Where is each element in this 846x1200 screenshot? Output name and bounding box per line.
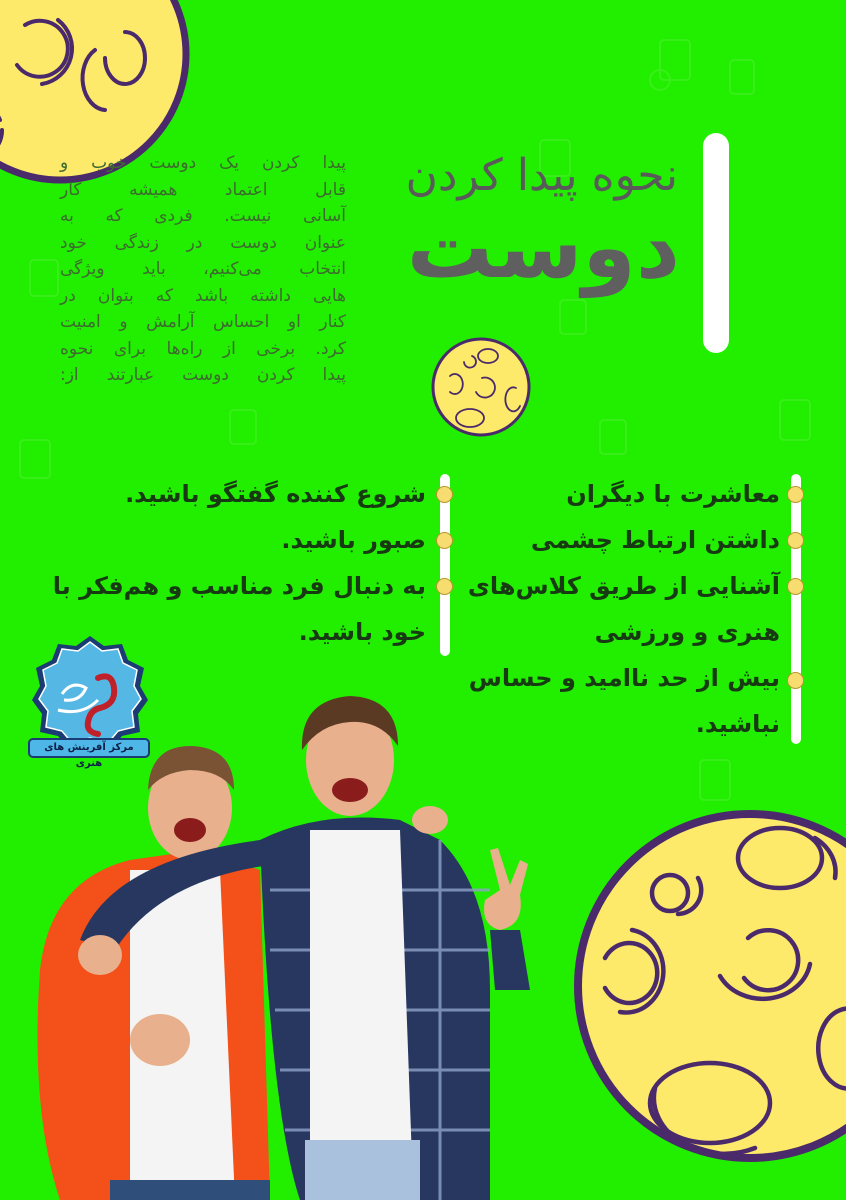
friends-photo	[20, 690, 560, 1200]
intro-paragraph	[60, 150, 346, 389]
moon-bullet-icon	[787, 532, 804, 549]
list-left	[52, 471, 434, 655]
moon-bullet-icon	[436, 578, 453, 595]
intro-line: کرد. برخی از راه‌ها برای نحوه	[60, 338, 346, 359]
list-item	[448, 517, 788, 563]
intro-line: پیدا کردن یک دوست خوب و	[60, 153, 346, 173]
list-item-text: نباشید.	[695, 710, 780, 738]
intro-line: انتخاب می‌کنیم، باید ویژگی	[60, 259, 346, 279]
list-item	[94, 517, 434, 563]
moon-bullet-icon	[787, 672, 804, 689]
intro-line: عنوان دوست در زندگی خود	[60, 232, 346, 253]
list-item	[448, 471, 788, 517]
title-small: نحوه پیدا کردن	[405, 150, 678, 201]
list-item	[448, 563, 788, 655]
intro-line: پیدا کردن دوست عبارتند از:	[60, 365, 346, 385]
intro-line: هایی داشته باشد که بتوان در	[60, 285, 346, 306]
list-item-text: به دنبال فرد مناسب و هم‌فکر با	[52, 572, 426, 600]
list-item-text: بیش از حد ناامید و حساس	[468, 664, 780, 692]
list-item-text: خود باشید.	[298, 618, 426, 646]
list-right-bar	[791, 474, 801, 744]
title-accent-bar	[703, 133, 729, 353]
moon-bullet-icon	[436, 532, 453, 549]
list-item-text: آشنایی از طریق کلاس‌های	[467, 572, 780, 600]
moon-bottom-right-icon	[570, 808, 846, 1164]
title-big: دوست	[406, 198, 680, 298]
intro-line: کنار او احساس آرامش و امنیت	[60, 312, 346, 332]
moon-bullet-icon	[436, 486, 453, 503]
moon-bullet-icon	[787, 486, 804, 503]
moon-middle-icon	[430, 336, 532, 438]
list-item	[94, 471, 434, 517]
list-item-text: صبور باشید.	[281, 526, 426, 554]
list-item-text: هنری و ورزشی	[594, 618, 780, 646]
list-item-text: داشتن ارتباط چشمی	[530, 526, 780, 554]
moon-bullet-icon	[787, 578, 804, 595]
intro-line: آسانی نیست. فردی که به	[60, 206, 346, 226]
logo-caption: مرکز آفرینش های هنری	[28, 738, 150, 758]
list-item-text: شروع کننده گفتگو باشید.	[125, 480, 426, 508]
list-item-text: معاشرت با دیگران	[566, 480, 780, 508]
intro-line: قابل اعتماد همیشه کار	[60, 179, 346, 200]
